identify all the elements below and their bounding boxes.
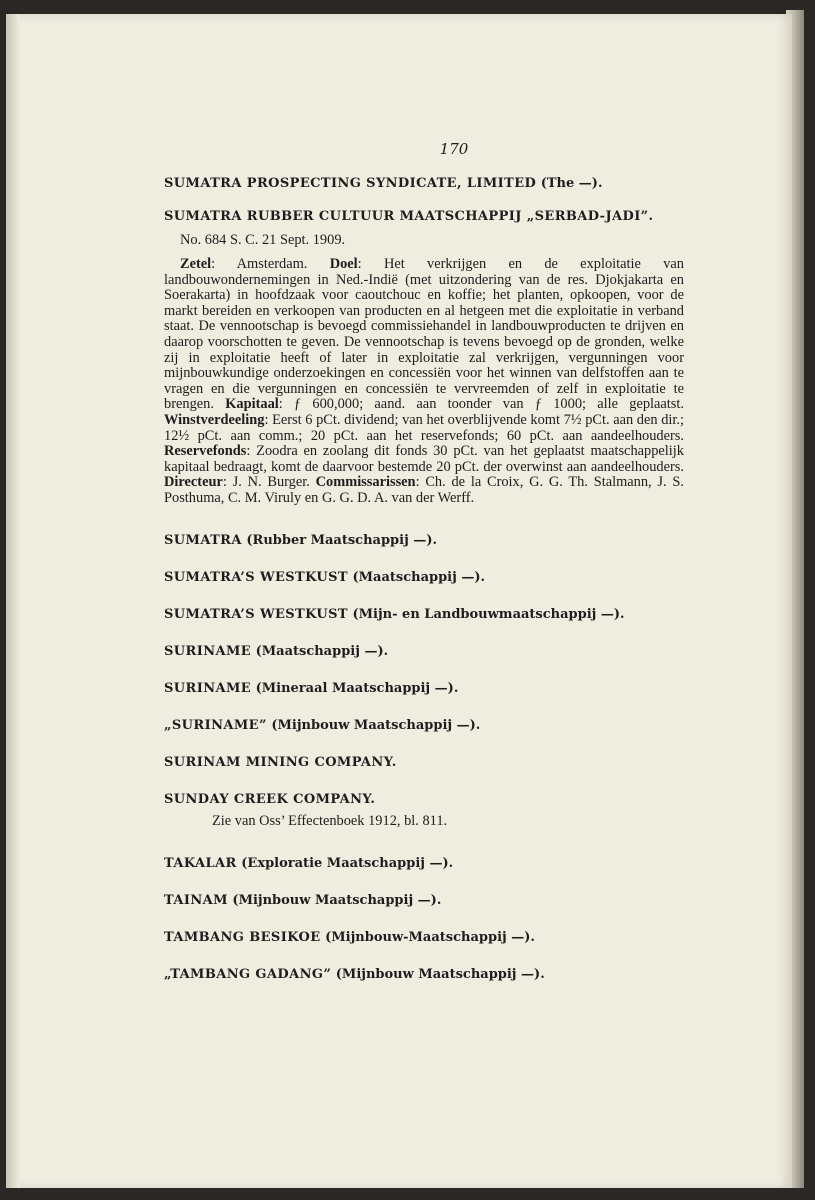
page-edge-left xyxy=(6,14,20,1188)
entry-title xyxy=(164,967,684,982)
company-description xyxy=(164,257,684,507)
entry-name: „SURINAME” xyxy=(164,717,267,733)
entry-name: TAINAM xyxy=(164,892,228,908)
page-number: 170 xyxy=(439,140,469,158)
entry-suffix: (Maatschappij —). xyxy=(347,569,486,585)
entry-name: SURINAM MINING COMPANY. xyxy=(164,754,397,770)
entry-title: SUMATRA RUBBER CULTUUR MAATSCHAPPIJ „SERBAD-JADI”. xyxy=(164,209,654,224)
entry-title xyxy=(164,755,684,770)
zetel-value: : Amsterdam. xyxy=(211,256,330,272)
entry-prospecting xyxy=(164,176,684,191)
list-item xyxy=(164,792,684,830)
entry-title xyxy=(164,718,684,733)
list-item xyxy=(164,755,684,770)
entry-name: SURINAME xyxy=(164,680,252,696)
entry-suffix: (Mijnbouw Maatschappij —). xyxy=(227,892,442,908)
entry-title xyxy=(164,792,684,807)
entry-suffix: (Mijnbouw Maatschappij —). xyxy=(331,966,545,982)
entry-suffix: (Mineraal Maatschappij —). xyxy=(251,680,459,696)
entry-title xyxy=(164,533,684,548)
list-item xyxy=(164,533,684,548)
reference-note: Zie van Oss’ Effectenboek 1912, bl. 811. xyxy=(212,812,448,829)
entry-name: SUMATRA’S WESTKUST xyxy=(164,569,348,585)
entry-name: TAMBANG BESIKOE xyxy=(164,929,321,945)
list-item xyxy=(164,644,684,659)
list-item xyxy=(164,930,684,945)
winstverdeeling-label: Winstverdeeling xyxy=(164,411,265,428)
entry-title xyxy=(164,176,684,191)
entry-title xyxy=(164,644,684,659)
directeur-value: : J. N. Burger. xyxy=(222,474,316,491)
kapitaal-label: Kapitaal xyxy=(225,396,279,413)
entry-suffix: (Mijnbouw Maatschappij —). xyxy=(266,717,481,733)
list-item xyxy=(164,856,684,871)
zetel-label: Zetel xyxy=(180,256,212,272)
entry-title xyxy=(164,607,684,622)
winstverdeeling-value: : Eerst 6 pCt. dividend; van het overblijvende komt 7½ pCt. aan den dir.; 12½ pCt. aan comm.; 20 pCt. aan het reservefonds; 60 pCt. aan aandeelhouders. xyxy=(164,411,684,444)
entry-title xyxy=(164,681,684,696)
registration-line: No. 684 S. C. 21 Sept. 1909. xyxy=(180,232,346,248)
list-item xyxy=(164,607,684,622)
entry-title xyxy=(164,893,684,908)
list-item xyxy=(164,718,684,733)
entry-name: „TAMBANG GADANG” xyxy=(164,966,332,982)
entry-suffix: (Exploratie Maatschappij —). xyxy=(236,855,454,871)
commissarissen-label: Commissarissen xyxy=(315,474,416,491)
kapitaal-value: : ƒ 600,000; aand. aan toonder van ƒ 1000; alle geplaatst. xyxy=(278,396,684,413)
entry-name: SUNDAY CREEK COMPANY. xyxy=(164,791,376,807)
list-item xyxy=(164,967,684,982)
directeur-label: Directeur xyxy=(164,474,223,491)
entry-serbadjadi xyxy=(164,209,684,507)
list-item xyxy=(164,681,684,696)
entry-title xyxy=(164,930,684,945)
entry-suffix: (Rubber Maatschappij —). xyxy=(241,532,437,548)
list-item xyxy=(164,893,684,908)
entry-name: SUMATRA PROSPECTING SYNDICATE, LIMITED xyxy=(164,176,537,191)
reservefonds-label: Reservefonds xyxy=(164,443,247,460)
entry-name: SUMATRA xyxy=(164,532,242,548)
entry-suffix: (The —). xyxy=(536,176,603,191)
entry-suffix: (Maatschappij —). xyxy=(251,643,389,659)
list-item xyxy=(164,570,684,585)
entry-title xyxy=(164,570,684,585)
entry-name: TAKALAR xyxy=(164,855,237,871)
page-content xyxy=(164,140,684,1004)
doel-value: : Het verkrijgen en de exploitatie van landbouwondernemingen in Ned.-Indië (met uitzondering van de res. Djokjakarta en Soerakarta) in hoofdzaak voor caoutchouc en koffie; het planten, opkoopen, voor de markt bereiden en verkoopen van producten en al hetgeen met die exploitatie in verband staat. De vennootschap is bevoegd commissiehandel in landbouwproducten te drijven en daarop voorschotten te geven. De vennootschap is tevens bevoegd op de gronden, welke zij in exploitatie heeft of later in exploitatie zal verkrijgen, vergunningen voor mijnbouwkundige onderzoekingen en concessiën voor het winnen van delfstoffen aan te vragen en die vergunningen en concessiën te vervreemden of zelf in exploitatie te brengen. xyxy=(164,256,684,413)
entry-name: SUMATRA’S WESTKUST xyxy=(164,606,348,622)
reservefonds-value: : Zoodra en zoolang dit fonds 30 pCt. van het geplaatst maatschappelijk kapitaal bedraagt, komt de daarvoor bestemde 20 pCt. der overwinst aan aandeelhouders. xyxy=(164,443,684,475)
entry-suffix: (Mijn- en Landbouwmaatschappij —). xyxy=(347,606,625,622)
doel-label: Doel xyxy=(329,256,358,272)
entry-title xyxy=(164,856,684,871)
commissarissen-value: : Ch. de la Croix, G. G. Th. Stalmann, J. S. Posthuma, C. M. Viruly en G. G. D. A. van der Werff. xyxy=(164,474,684,506)
entry-suffix: (Mijnbouw-Maatschappij —). xyxy=(320,929,535,945)
entry-name: SURINAME xyxy=(164,643,252,659)
